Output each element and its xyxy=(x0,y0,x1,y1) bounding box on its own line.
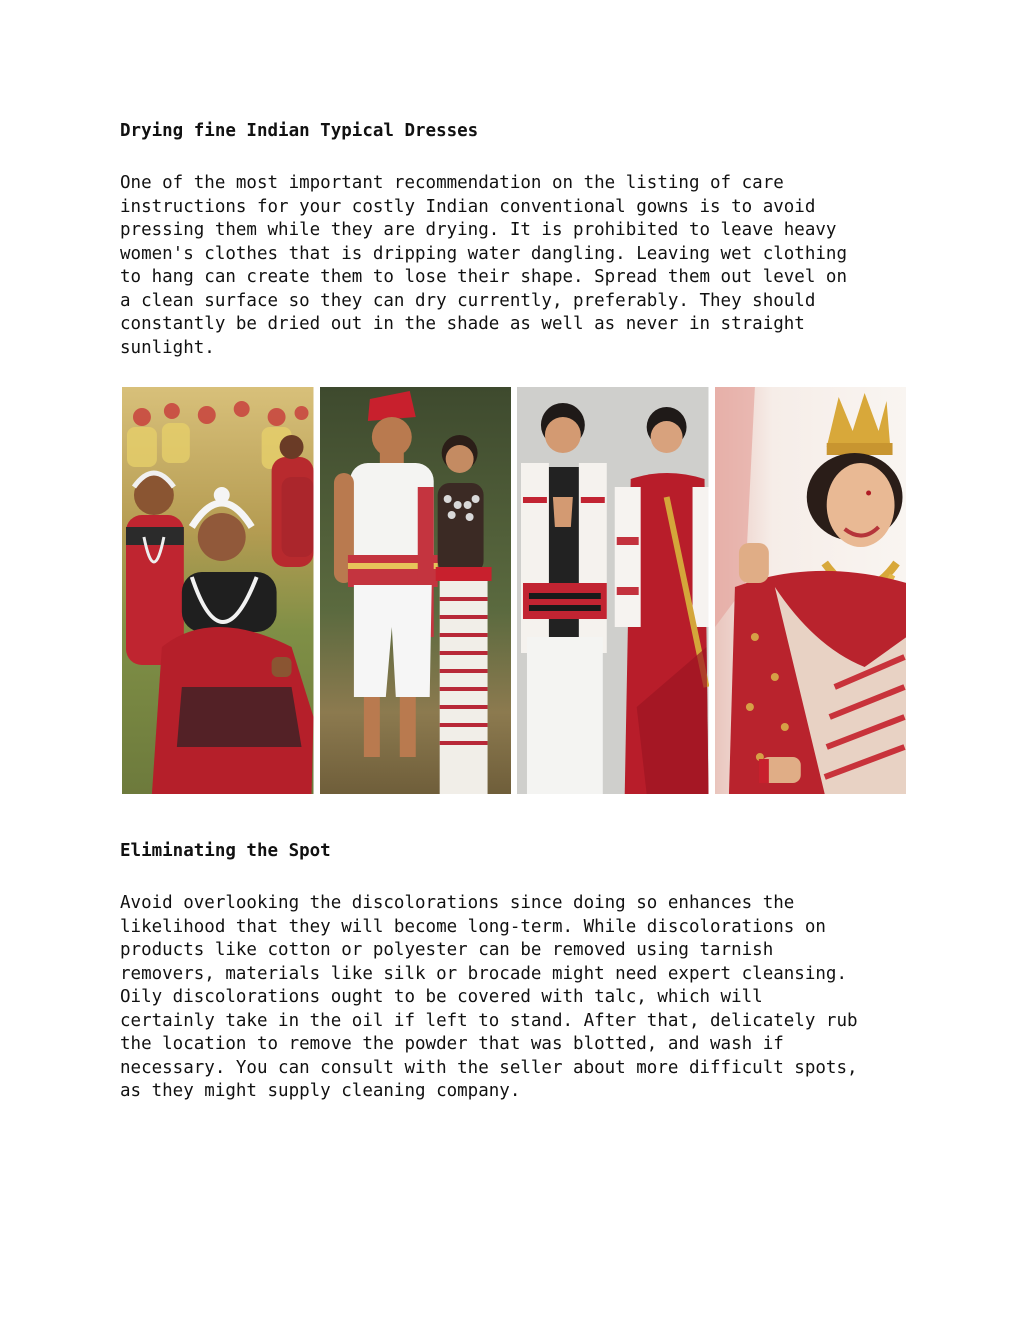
bride-photo xyxy=(715,387,907,794)
couple-gamosa-photo xyxy=(517,387,709,794)
dancers-photo xyxy=(122,387,314,794)
paragraph-line: One of the most important recommendation on the listing of care xyxy=(120,173,784,193)
paragraph-line: necessary. You can consult with the seller about more difficult spots, xyxy=(120,1057,858,1078)
paragraph-spot xyxy=(120,892,920,1104)
photo-collage xyxy=(122,387,906,794)
paragraph-line: Avoid overlooking the discolorations since doing so enhances the xyxy=(120,893,795,913)
paragraph-drying xyxy=(120,172,920,360)
paragraph-line: instructions for your costly Indian conventional gowns is to avoid xyxy=(120,196,816,217)
paragraph-line: pressing them while they are drying. It is prohibited to leave heavy xyxy=(120,220,837,240)
section-heading-spot: Eliminating the Spot xyxy=(120,841,331,861)
paragraph-line: Oily discolorations ought to be covered with talc, which will xyxy=(120,987,763,1007)
paragraph-line: products like cotton or polyester can be removed using tarnish xyxy=(120,940,774,960)
paragraph-line: as they might supply cleaning company. xyxy=(120,1081,521,1101)
paragraph-line: women's clothes that is dripping water dangling. Leaving wet clothing xyxy=(120,243,847,264)
couple-photo xyxy=(320,387,512,794)
paragraph-line: the location to remove the powder that was blotted, and wash if xyxy=(120,1034,784,1054)
section-heading-drying: Drying fine Indian Typical Dresses xyxy=(120,121,479,141)
paragraph-line: constantly be dried out in the shade as well as never in straight xyxy=(120,314,805,334)
paragraph-line: certainly take in the oil if left to stand. After that, delicately rub xyxy=(120,1010,858,1031)
paragraph-line: sunlight. xyxy=(120,337,215,358)
paragraph-line: a clean surface so they can dry currently, preferably. They should xyxy=(120,290,816,311)
paragraph-line: removers, materials like silk or brocade might need expert cleansing. xyxy=(120,963,847,984)
paragraph-line: to hang can create them to lose their shape. Spread them out level on xyxy=(120,267,847,287)
paragraph-line: likelihood that they will become long-term. While discolorations on xyxy=(120,916,826,937)
